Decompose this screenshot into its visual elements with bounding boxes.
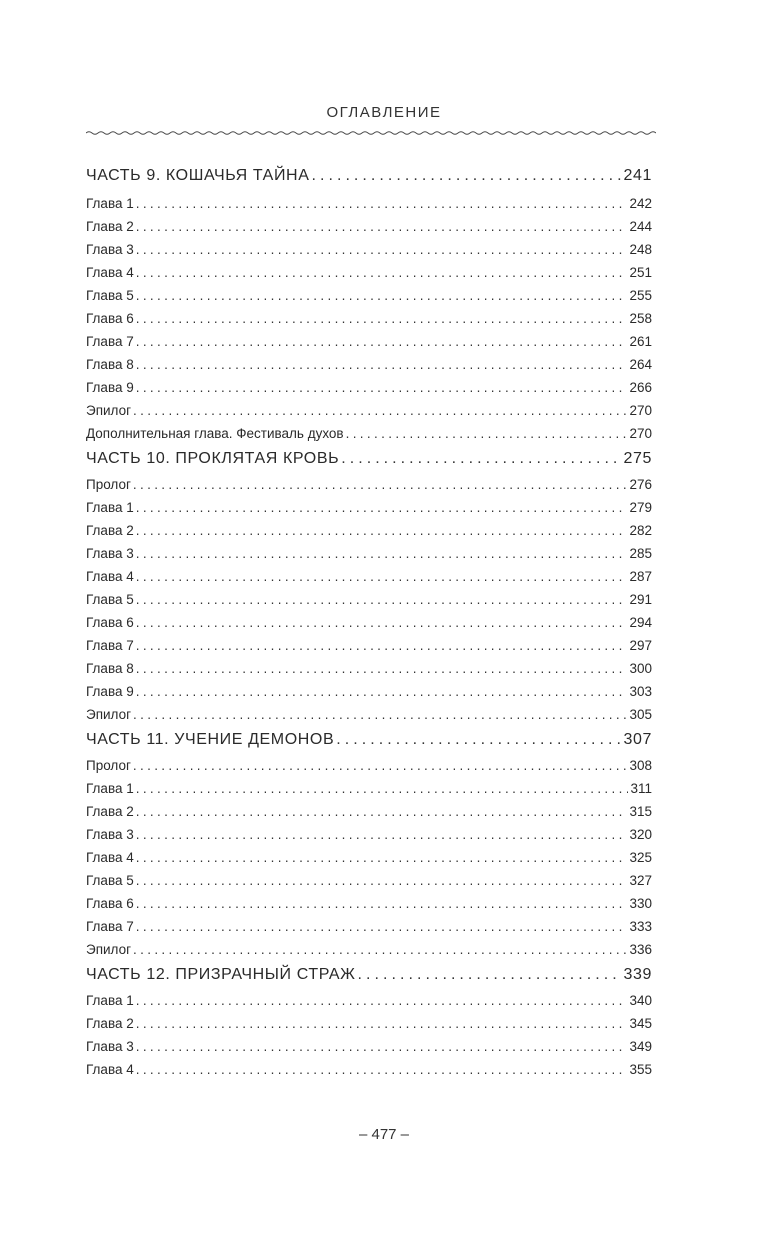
toc-chapter-entry [86, 915, 652, 938]
dot-leader [136, 496, 628, 519]
toc-entry-label: Глава 6 [86, 615, 134, 630]
toc-entry-label: Глава 4 [86, 569, 134, 584]
toc-entry-page: 305 [629, 707, 652, 722]
toc-entry-label: Глава 6 [86, 311, 134, 326]
toc-entry-page: 327 [629, 873, 652, 888]
toc-entry-label: Пролог [86, 477, 131, 492]
toc-chapter-entry [86, 1012, 652, 1035]
toc-entry-page: 270 [629, 426, 652, 441]
toc-entry-page: 308 [629, 758, 652, 773]
toc-entry-label: Глава 5 [86, 288, 134, 303]
toc-chapter-entry [86, 938, 652, 961]
toc-entry-label: Эпилог [86, 403, 132, 418]
toc-entry-label: ЧАСТЬ 9. КОШАЧЬЯ ТАЙНА [86, 167, 310, 184]
toc-entry-page: 340 [629, 993, 652, 1008]
dot-leader [136, 634, 628, 657]
toc-entry-page: 336 [629, 942, 652, 957]
dot-leader [136, 519, 628, 542]
toc-entry-page: 300 [629, 661, 652, 676]
toc-chapter-entry [86, 353, 652, 376]
toc-entry-label: Глава 4 [86, 265, 134, 280]
toc-entry-label: Глава 1 [86, 993, 134, 1008]
toc-entry-label: Глава 4 [86, 1062, 134, 1077]
toc-entry-label: Глава 2 [86, 523, 134, 538]
toc-entry-label: Дополнительная глава. Фестиваль духов [86, 426, 344, 441]
dot-leader [136, 353, 628, 376]
toc-entry-page: 264 [629, 357, 652, 372]
toc-entry-label: ЧАСТЬ 12. ПРИЗРАЧНЫЙ СТРАЖ [86, 966, 356, 983]
toc-entry-page: 248 [629, 242, 652, 257]
toc-entry-page: 355 [629, 1062, 652, 1077]
dot-leader [341, 445, 621, 473]
dot-leader [136, 823, 628, 846]
toc-chapter-entry [86, 399, 652, 422]
toc-entry-label: Глава 1 [86, 196, 134, 211]
toc-entry-label: Глава 7 [86, 334, 134, 349]
toc-entry-page: 279 [629, 500, 652, 515]
toc-entry-page: 349 [629, 1039, 652, 1054]
toc-entry-page: 325 [629, 850, 652, 865]
dot-leader [133, 473, 628, 496]
toc-entry-label: Глава 5 [86, 873, 134, 888]
dot-leader [311, 162, 621, 190]
toc-chapter-entry [86, 1058, 652, 1081]
dot-leader [136, 284, 628, 307]
toc-entry-page: 339 [623, 966, 652, 983]
toc-chapter-entry [86, 800, 652, 823]
toc-chapter-entry [86, 1035, 652, 1058]
toc-entry-page: 311 [630, 781, 652, 796]
dot-leader [136, 261, 628, 284]
toc-entry-page: 307 [623, 731, 652, 748]
toc-entry-page: 297 [629, 638, 652, 653]
toc-entry-label: Глава 8 [86, 357, 134, 372]
toc-entry-page: 282 [629, 523, 652, 538]
dot-leader [133, 399, 627, 422]
toc-chapter-entry [86, 777, 652, 800]
dot-leader [136, 657, 628, 680]
dot-leader [136, 192, 628, 215]
dot-leader [136, 777, 629, 800]
toc-part-entry [86, 162, 652, 192]
toc-chapter-entry [86, 754, 652, 777]
dot-leader [136, 565, 628, 588]
toc-entry-label: ЧАСТЬ 10. ПРОКЛЯТАЯ КРОВЬ [86, 450, 340, 467]
dot-leader [136, 1035, 628, 1058]
dot-leader [136, 915, 628, 938]
toc-chapter-entry [86, 238, 652, 261]
dot-leader [136, 680, 628, 703]
toc-entry-label: Глава 7 [86, 638, 134, 653]
toc-entry-page: 303 [629, 684, 652, 699]
dot-leader [136, 1058, 628, 1081]
dot-leader [136, 1012, 628, 1035]
toc-chapter-entry [86, 823, 652, 846]
toc-entry-page: 261 [629, 334, 652, 349]
dot-leader [133, 703, 627, 726]
toc-chapter-entry [86, 422, 652, 445]
toc-entry-page: 285 [629, 546, 652, 561]
toc-entry-label: Глава 3 [86, 546, 134, 561]
table-of-contents [86, 162, 652, 1081]
dot-leader [136, 238, 628, 261]
dot-leader [136, 215, 628, 238]
toc-chapter-entry [86, 846, 652, 869]
toc-entry-label: Глава 2 [86, 1016, 134, 1031]
toc-entry-label: Глава 3 [86, 1039, 134, 1054]
toc-entry-page: 276 [629, 477, 652, 492]
toc-entry-label: Глава 2 [86, 219, 134, 234]
toc-entry-label: ЧАСТЬ 11. УЧЕНИЕ ДЕМОНОВ [86, 731, 335, 748]
toc-entry-label: Глава 9 [86, 684, 134, 699]
toc-entry-page: 345 [629, 1016, 652, 1031]
toc-entry-page: 266 [629, 380, 652, 395]
toc-entry-page: 255 [629, 288, 652, 303]
toc-chapter-entry [86, 892, 652, 915]
toc-part-entry [86, 445, 652, 473]
dot-leader [136, 892, 628, 915]
dot-leader [136, 376, 628, 399]
toc-entry-page: 291 [629, 592, 652, 607]
toc-chapter-entry [86, 989, 652, 1012]
toc-entry-label: Глава 5 [86, 592, 134, 607]
toc-chapter-entry [86, 215, 652, 238]
dot-leader [136, 869, 628, 892]
toc-part-entry [86, 726, 652, 754]
dot-leader [133, 938, 627, 961]
toc-chapter-entry [86, 192, 652, 215]
dot-leader [346, 422, 628, 445]
toc-chapter-entry [86, 657, 652, 680]
toc-chapter-entry [86, 376, 652, 399]
dot-leader [136, 330, 628, 353]
toc-entry-page: 287 [629, 569, 652, 584]
toc-entry-label: Эпилог [86, 942, 132, 957]
toc-part-entry [86, 961, 652, 989]
dot-leader [133, 754, 628, 777]
decorative-wavy-rule [86, 128, 656, 138]
toc-chapter-entry [86, 542, 652, 565]
toc-chapter-entry [86, 473, 652, 496]
toc-entry-page: 275 [623, 450, 652, 467]
toc-entry-page: 330 [629, 896, 652, 911]
toc-chapter-entry [86, 680, 652, 703]
page-number: – 477 – [358, 1126, 410, 1143]
dot-leader [136, 588, 628, 611]
toc-entry-label: Глава 9 [86, 380, 134, 395]
dot-leader [136, 611, 628, 634]
toc-entry-page: 270 [629, 403, 652, 418]
dot-leader [136, 800, 628, 823]
toc-chapter-entry [86, 703, 652, 726]
dot-leader [136, 542, 628, 565]
dot-leader [358, 961, 622, 989]
toc-entry-label: Глава 8 [86, 661, 134, 676]
toc-chapter-entry [86, 634, 652, 657]
toc-chapter-entry [86, 611, 652, 634]
toc-chapter-entry [86, 307, 652, 330]
toc-chapter-entry [86, 261, 652, 284]
toc-entry-label: Глава 2 [86, 804, 134, 819]
toc-chapter-entry [86, 869, 652, 892]
toc-entry-page: 241 [623, 167, 652, 184]
dot-leader [136, 307, 628, 330]
toc-entry-label: Глава 3 [86, 827, 134, 842]
toc-entry-label: Глава 6 [86, 896, 134, 911]
toc-entry-page: 258 [629, 311, 652, 326]
toc-entry-page: 244 [629, 219, 652, 234]
toc-entry-label: Глава 1 [86, 781, 134, 796]
toc-chapter-entry [86, 588, 652, 611]
toc-entry-label: Пролог [86, 758, 131, 773]
toc-entry-label: Глава 3 [86, 242, 134, 257]
toc-entry-page: 320 [629, 827, 652, 842]
dot-leader [136, 846, 628, 869]
dot-leader [336, 726, 621, 754]
toc-chapter-entry [86, 284, 652, 307]
toc-chapter-entry [86, 519, 652, 542]
toc-chapter-entry [86, 565, 652, 588]
toc-entry-page: 333 [629, 919, 652, 934]
toc-entry-label: Эпилог [86, 707, 132, 722]
dot-leader [136, 989, 628, 1012]
toc-entry-label: Глава 7 [86, 919, 134, 934]
page-title: ОГЛАВЛЕНИЕ [326, 104, 442, 121]
toc-chapter-entry [86, 330, 652, 353]
toc-entry-page: 242 [629, 196, 652, 211]
toc-entry-page: 251 [629, 265, 652, 280]
toc-entry-label: Глава 1 [86, 500, 134, 515]
toc-entry-page: 294 [629, 615, 652, 630]
toc-chapter-entry [86, 496, 652, 519]
toc-entry-page: 315 [629, 804, 652, 819]
toc-entry-label: Глава 4 [86, 850, 134, 865]
